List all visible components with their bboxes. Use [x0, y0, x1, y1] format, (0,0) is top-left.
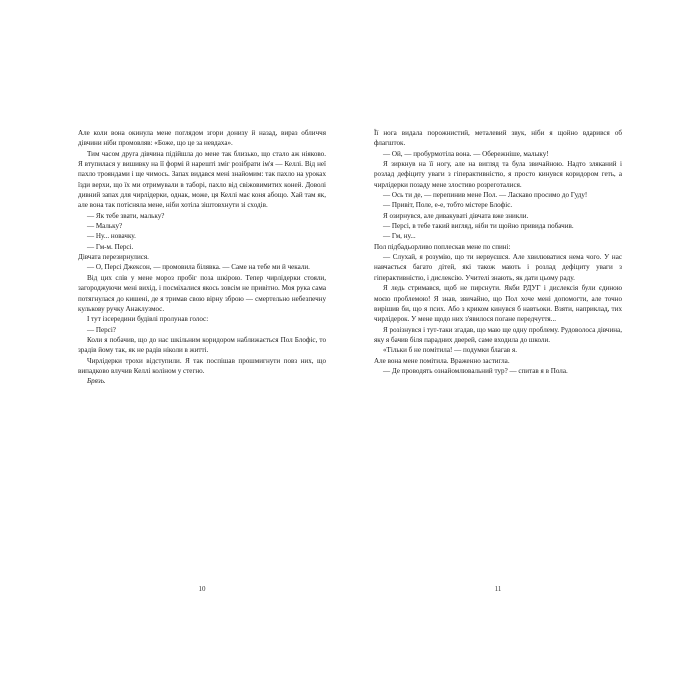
- paragraph: І тут ізсередини будівлі пролунав голос:: [87, 315, 209, 324]
- paragraph: Її нога видала порожнистий, металевий звук, ніби я щойно вдарився об флагшток.: [374, 129, 622, 148]
- paragraph: — Де проводять ознайомлювальний тур? — спитав я в Пола.: [383, 366, 568, 375]
- paragraph: — Слухай, я розумію, що ти нервуєшся. Але хвилюватися нема чого. У нас навчається багато дітей, які також мають і розлад дефіциту уваги з гіперактивністю, і дислексію. Учителі знають, як дати цьому раду.: [374, 253, 622, 282]
- paragraph: Пол підбадьорливо поплескав мене по спині:: [374, 242, 511, 251]
- left-page: [78, 0, 326, 700]
- paragraph: — Гм, ну...: [383, 232, 416, 241]
- paragraph: — Привіт, Поле, е-е, тобто містере Блофіс.: [383, 201, 513, 210]
- paragraph: Коли я побачив, що до нас шкільним коридором наближається Пол Блофіс, то зрадів йому так, як не радів ніколи в житті.: [78, 335, 326, 355]
- paragraph: — Мальку?: [87, 222, 123, 231]
- paragraph: Від цих слів у мене мороз пробіг поза шкірою. Тепер чирлідерки стояли, загороджуючи мені вихід, і посміхалися якось зовсім не привітно. Моя рука сама потягнулася до кишені, де я тримав свою вірну зброю — смертельно небезпечну кулькову ручку Анаклузмос.: [78, 273, 326, 313]
- paragraph: — Персі?: [87, 325, 116, 334]
- paragraph-italic: Брязь.: [87, 377, 106, 386]
- paragraph: — Ось ти де, — перепинив мене Пол. — Ласкаво просимо до Гуду!: [383, 191, 588, 200]
- paragraph: Я ледь стримався, щоб не пирснути. Якби РДУГ і дислексія були єдиною моєю проблемою! Я знав, звичайно, що Пол хоче мені допомогти, але точно вирішив би, що я псих. Або з криком кинувся б навтьоки. Взяти, наприклад, тих чирлідерок. У мене щодо них з'явилося погане передчуття...: [374, 284, 622, 324]
- paragraph: — О, Персі Джексон, — промовила білявка. — Саме на тебе ми й чекали.: [87, 263, 310, 272]
- right-page: [374, 0, 622, 700]
- paragraph: — Персі, в тебе такий вигляд, ніби ти щойно привида побачив.: [383, 222, 574, 231]
- paragraph: Але коли вона окинула мене поглядом згори донизу й назад, вираз обличчя дівчини ніби промовляв: «Боже, що це за невдаха».: [78, 129, 326, 148]
- paragraph: Я зиркнув на її ногу, але на вигляд та була звичайною. Надто зляканий і розлад дефіциту уваги з гіперактивністю, я просто кинувся коридором геть, а чирлідерки позаду мене злостиво розреготалися.: [374, 160, 622, 189]
- paragraph: — Ой, — пробурмотіла вона. — Обережніше, малыку!: [383, 149, 549, 158]
- page-number-left: 10: [198, 585, 206, 593]
- left-page-text: [78, 128, 326, 387]
- paragraph: — Гм-м. Персі.: [87, 242, 134, 251]
- paragraph: Чирлідерки трохи відступили. Я так поспішав прошмигнути повз них, що випадково влучив Келлі коліном у стегно.: [78, 356, 326, 375]
- paragraph: — Ну... новачку.: [87, 232, 136, 241]
- paragraph: Але вона мене помітила. Враженно застигла.: [374, 356, 510, 365]
- paragraph: «Тільки б не помітила! — подумки благав я.: [383, 346, 518, 355]
- paragraph: Тим часом друга дівчина підійшла до мене так близько, що стало аж ніяково. Я втупилася у вишивку на її формі й нарешті зміг розібрати ім'я — Келлі. Від неї пахло трояндами і ще чимось. Запах видався мені знайомим: так пахло на уроках їзди верхи, що їх ми отримували в таборі, пахло від свіжовимитих коней. Доволі дивний запах для чирлідерки, однак, може, ця Келлі має коня абощо. Хай там як, але вона так потісняла мене, ніби хотіла зіштовхнути зі сходів.: [78, 149, 326, 210]
- paragraph: Дівчата перезирнулися.: [78, 253, 149, 262]
- paragraph: — Як тебе звати, мальку?: [87, 211, 165, 220]
- right-page-text: [374, 128, 622, 376]
- paragraph: Я озирнувся, але дивакуваті дівчата вже зникли.: [383, 211, 529, 220]
- page-number-right: 11: [494, 585, 502, 593]
- paragraph: Я розізнувся і тут-таки згадав, що маю ще одну проблему. Рудоволоса дівчина, яку я бачив біля парадних дверей, саме входила до школи.: [374, 325, 622, 344]
